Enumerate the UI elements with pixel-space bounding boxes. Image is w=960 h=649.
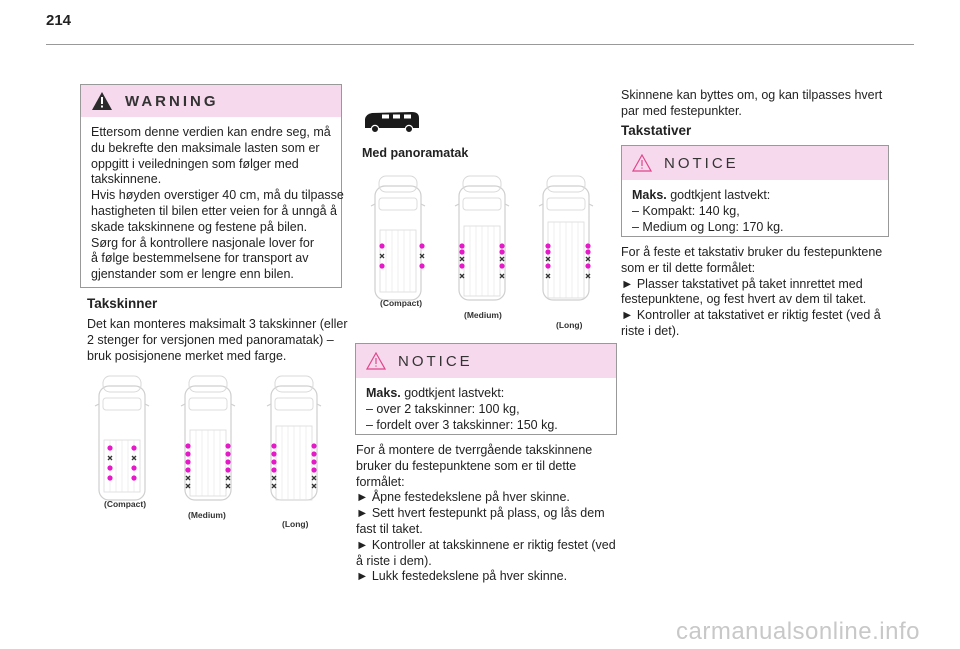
page-number: 214 [46, 12, 72, 29]
warning-line: skade takskinnene og festene på bilen. [91, 219, 308, 234]
notice-item: – Kompakt: 140 kg, [632, 203, 740, 218]
pano-label-medium: (Medium) [464, 310, 502, 320]
notice-first-line [632, 188, 878, 204]
instruction-line: ► Åpne festedekslene på hver skinne. [356, 490, 570, 505]
label-compact: (Compact) [104, 499, 147, 509]
header-rule [46, 44, 914, 45]
medium-van-diagram [181, 376, 235, 500]
notice-item: – over 2 takskinner: 100 kg, [366, 401, 520, 416]
notice-box-1 [355, 343, 617, 435]
warning-line: oppgitt i veiledningen som følger med [91, 156, 299, 171]
pano-long-diagram [539, 176, 593, 300]
compact-van-diagram [95, 376, 149, 500]
instruction-line: formålet: [356, 474, 405, 489]
notice-rest: godtkjent lastvekt: [666, 188, 771, 202]
warning-header [81, 85, 341, 117]
pano-label-long: (Long) [556, 320, 583, 330]
instruction-line: For å montere de tverrgående takskinnene [356, 443, 593, 457]
instruction-line: For å feste et takstativ bruker du festepunktene [621, 245, 883, 259]
warning-line: Hvis høyden overstiger 40 cm, må du tilpasse [91, 188, 344, 203]
notice-triangle-icon [632, 154, 652, 172]
warning-line: hastigheten til bilen etter veien for å unngå å [91, 203, 338, 218]
warning-text [81, 117, 344, 289]
intro-line: Skinnene kan byttes om, og kan tilpasses hvert [621, 88, 883, 102]
instruction-line: bruker du festepunktene som er til dette [356, 458, 577, 473]
instruction-line: å riste i dem). [356, 553, 432, 568]
panoramatak-diagrams [364, 164, 614, 334]
notice-bold: Maks. [632, 188, 667, 202]
warning-line: du bekrefte den maksimale lasten som er [91, 140, 320, 155]
takskinner-line: bruk posisjonene merket med farge. [87, 348, 287, 363]
takskinner-text [87, 317, 348, 364]
intro-line: par med festepunkter. [621, 103, 742, 118]
instruction-line: ► Plasser takstativet på taket innrettet med [621, 276, 863, 291]
right-intro [621, 88, 882, 120]
instruction-line: ► Lukk festedekslene på hver skinne. [356, 569, 568, 584]
instruction-line: ► Kontroller at takstativet er riktig festet (ved å [621, 308, 881, 323]
takskinner-line: 2 stenger for versjonen med panoramatak) – [87, 332, 334, 347]
warning-line: takskinnene. [91, 172, 162, 187]
warning-title: WARNING [125, 92, 219, 110]
warning-line: gjenstander som er lengre enn bilen. [91, 267, 294, 282]
label-medium: (Medium) [188, 510, 226, 520]
pano-medium-diagram [455, 176, 509, 300]
notice-header-2 [622, 146, 888, 180]
instruction-line: fast til taket. [356, 521, 423, 536]
notice-item: – Medium og Long: 170 kg. [632, 219, 784, 234]
notice-first-line [366, 386, 606, 402]
instruction-line: ► Sett hvert festepunkt på plass, og lås dem [356, 506, 605, 521]
stativ-instructions [621, 245, 882, 340]
pano-compact-diagram [371, 176, 425, 300]
takskinner-line: Det kan monteres maksimalt 3 takskinner (eller [87, 317, 348, 331]
notice-rest: godtkjent lastvekt: [400, 386, 505, 400]
takskinner-heading: Takskinner [87, 296, 158, 311]
mount-instructions [356, 443, 616, 585]
warning-line: å følge bestemmelsene for transport av [91, 251, 309, 266]
notice-box-2 [621, 145, 889, 237]
instruction-line: riste i det). [621, 323, 680, 338]
warning-line: Ettersom denne verdien kan endre seg, må [91, 125, 331, 139]
notice-bold: Maks. [366, 386, 401, 400]
van-side-icon [362, 110, 422, 134]
label-long: (Long) [282, 519, 309, 529]
long-van-diagram [267, 376, 321, 500]
notice-title-1: NOTICE [398, 352, 473, 370]
warning-box [80, 84, 342, 288]
watermark: carmanualsonline.info [676, 618, 920, 645]
instruction-line: ► Kontroller at takskinnene er riktig festet (ved [356, 537, 616, 552]
pano-label-compact: (Compact) [380, 298, 423, 308]
notice-header-1 [356, 344, 616, 378]
warning-line: Sørg for å kontrollere nasjonale lover for [91, 235, 315, 250]
instruction-line: som er til dette formålet: [621, 260, 756, 275]
notice-triangle-icon [366, 352, 386, 370]
notice-text-2 [622, 180, 888, 241]
panoramatak-heading: Med panoramatak [362, 146, 469, 160]
notice-item: – fordelt over 3 takskinner: 150 kg. [366, 417, 558, 432]
notice-text-1 [356, 378, 616, 439]
notice-title-2: NOTICE [664, 154, 739, 172]
takstativer-heading: Takstativer [621, 123, 692, 138]
instruction-line: festepunktene, og fest hvert av dem til taket. [621, 292, 867, 307]
warning-triangle-icon [91, 91, 113, 111]
